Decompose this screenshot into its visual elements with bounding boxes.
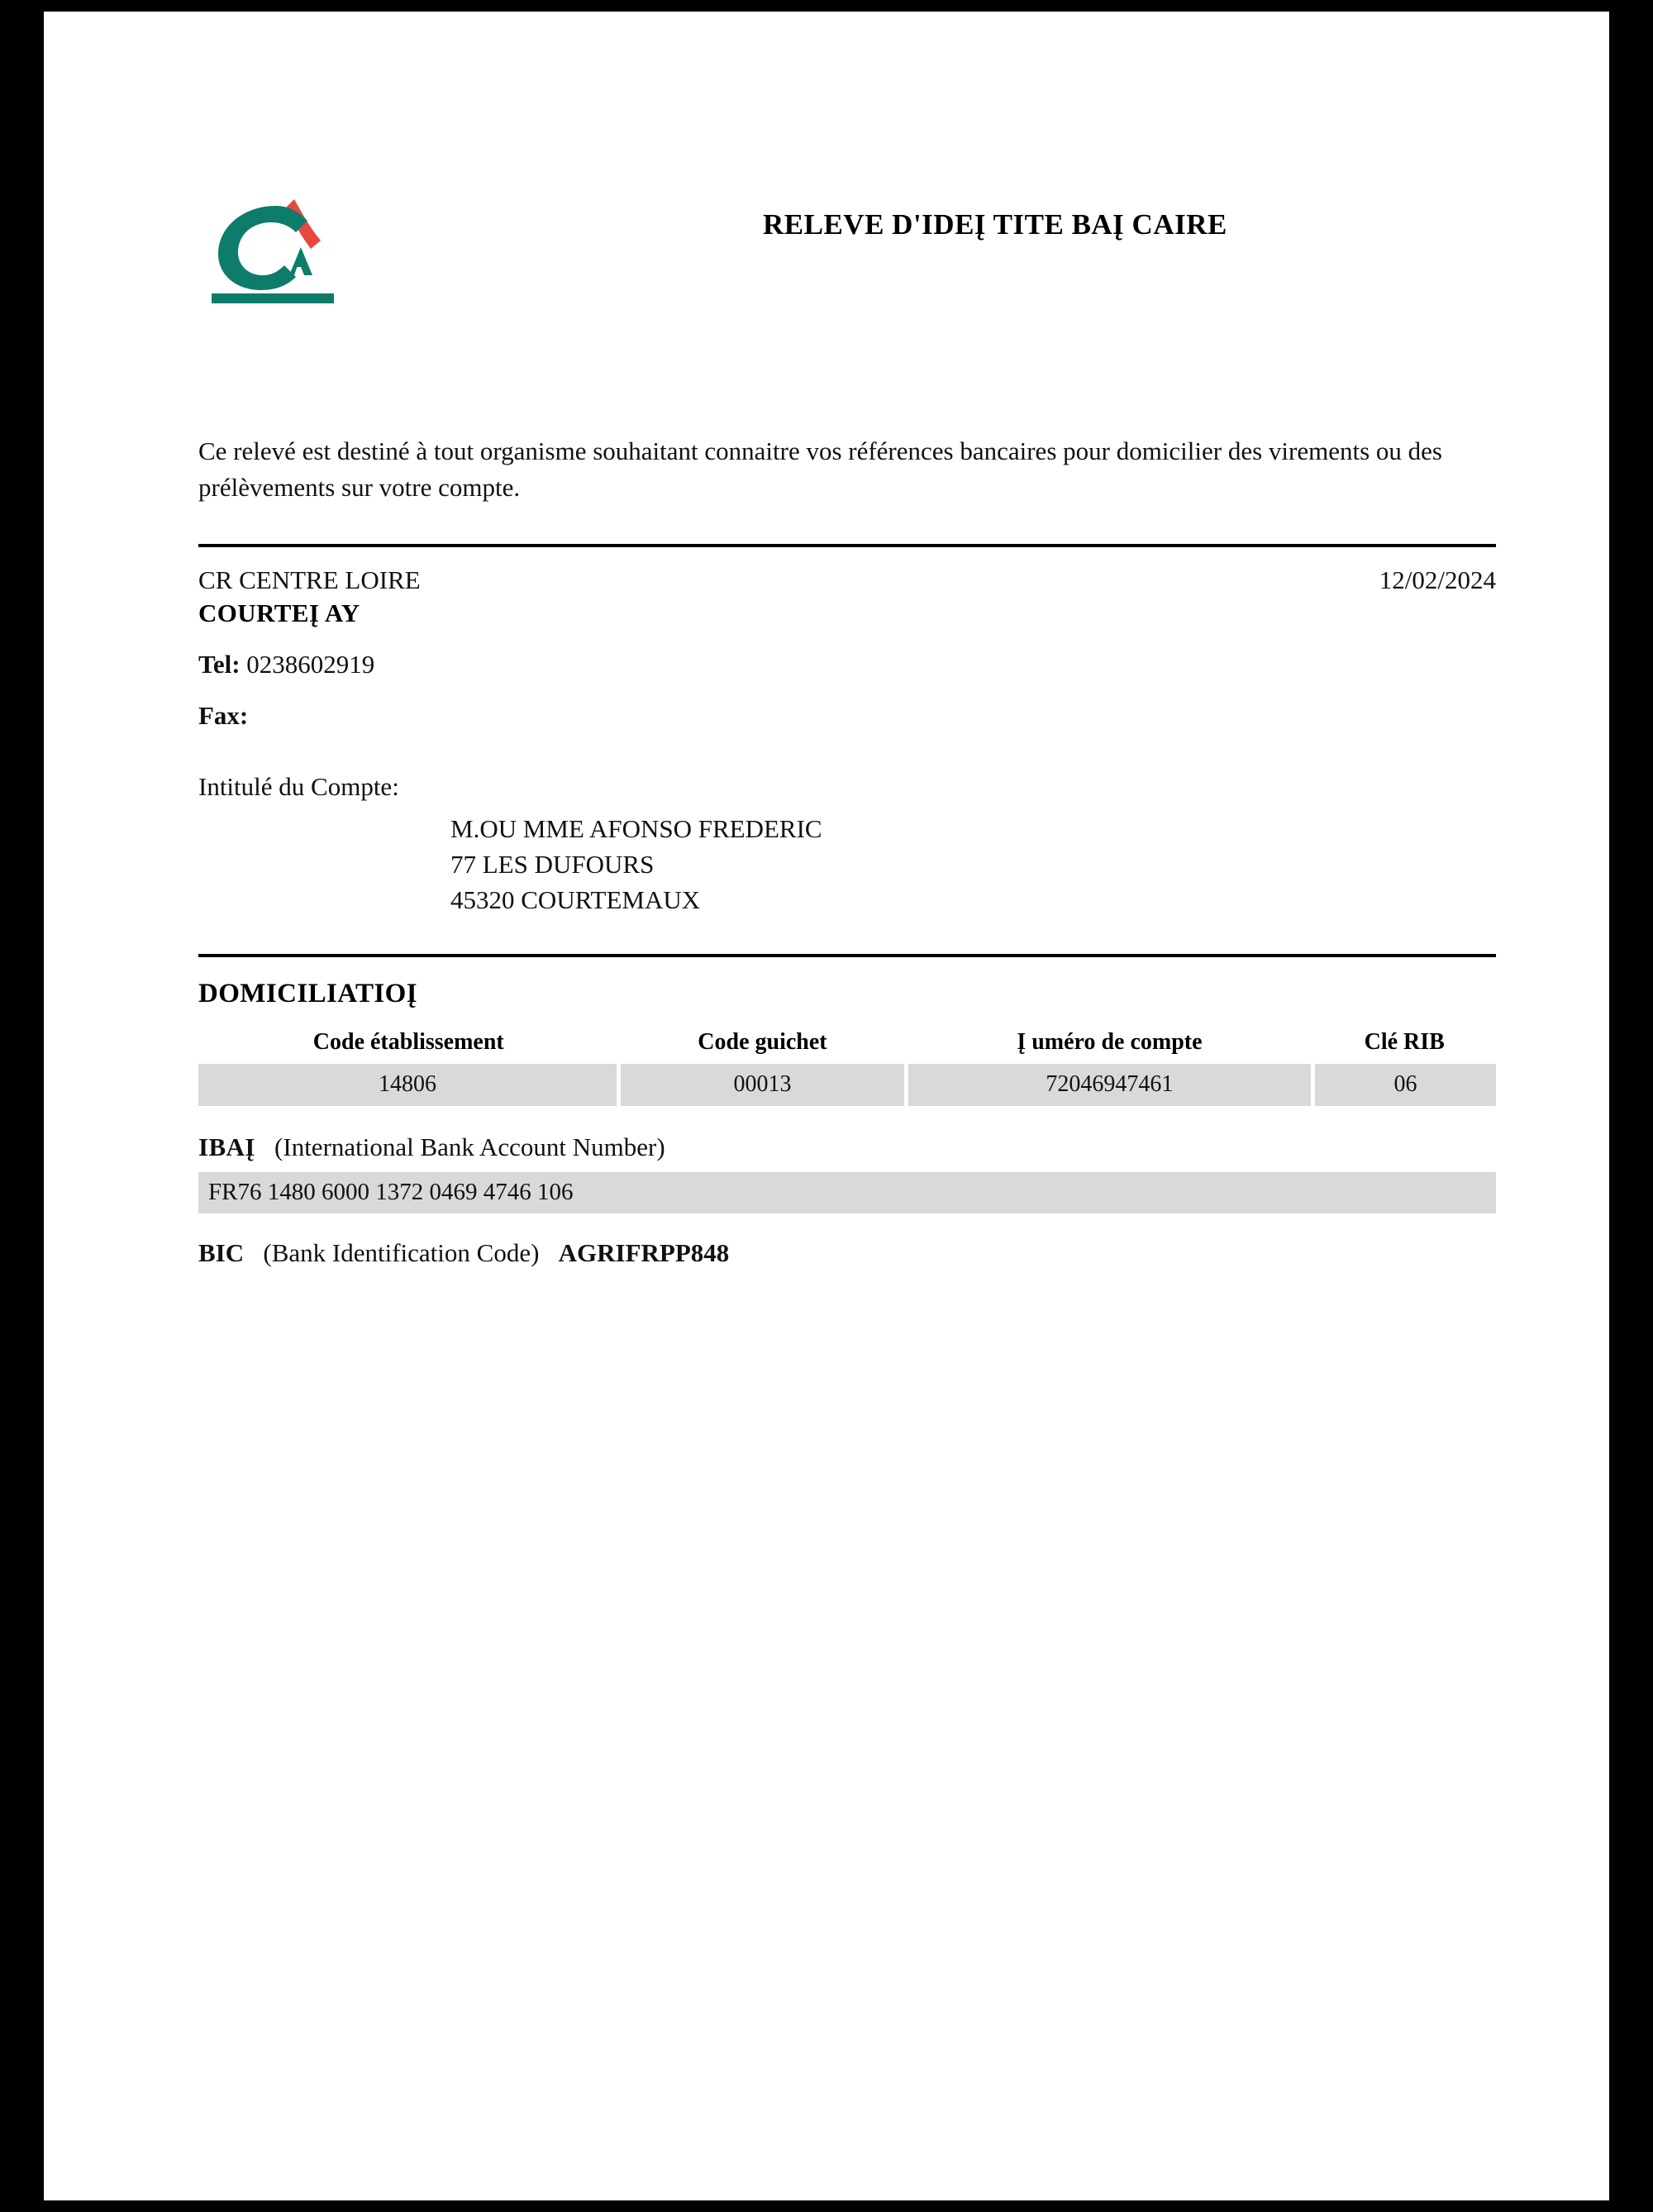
account-holder-block (450, 812, 1496, 918)
agency-name: CR CENTRE LOIRE (198, 565, 421, 595)
bic-label-bold: BIC (198, 1238, 245, 1268)
agency-tel-label: Tel: (198, 650, 241, 679)
column-header-code-guichet: Code guichet (698, 1029, 827, 1056)
cell-code-etablissement: 14806 (198, 1064, 619, 1106)
document-body (155, 136, 1498, 1268)
table-row (198, 1064, 1496, 1106)
column-header-code-etablissement: Code établissement (312, 1029, 504, 1056)
account-holder-city: 45320 COURTEMAUX (450, 884, 701, 914)
credit-agricole-logo-icon (197, 189, 345, 305)
agency-branch: COURTEĮ AY (198, 598, 360, 628)
document-header (155, 136, 1498, 301)
agency-fax-label: Fax: (198, 701, 249, 731)
iban-label-bold: IBAĮ (198, 1132, 255, 1162)
iban-label-rest: (International Bank Account Number) (274, 1132, 665, 1162)
bic-label-rest: (Bank Identification Code) (263, 1238, 540, 1268)
page-title: RELEVE D'IDEĮ TITE BAĮ CAIRE (763, 208, 1227, 241)
column-header-numero-compte: Į uméro de compte (1017, 1029, 1203, 1056)
column-header-cle-rib: Clé RIB (1364, 1029, 1445, 1056)
cell-cle-rib: 06 (1313, 1064, 1497, 1106)
agency-fax-row (198, 701, 1496, 731)
agency-block (198, 565, 1496, 918)
iban-label (198, 1132, 1498, 1162)
document-date: 12/02/2024 (1379, 565, 1496, 595)
cell-code-guichet: 00013 (619, 1064, 907, 1106)
document-page (44, 12, 1609, 2200)
iban-value: FR76 1480 6000 1372 0469 4746 106 (198, 1172, 1496, 1213)
domiciliation-title: DOMICILIATIOĮ (198, 979, 417, 1009)
account-label: Intitulé du Compte: (198, 772, 399, 802)
rib-table (198, 1029, 1496, 1106)
account-holder-name: M.OU MME AFONSO FREDERIC (450, 814, 822, 844)
table-header-row (198, 1029, 1496, 1064)
agency-tel-row (198, 650, 1496, 679)
divider-top (198, 544, 1496, 547)
divider-mid (198, 954, 1496, 957)
bic-value: AGRIFRPP848 (558, 1238, 730, 1268)
account-holder-street: 77 LES DUFOURS (450, 849, 655, 879)
intro-paragraph: Ce relevé est destiné à tout organisme souhaitant connaitre vos références bancaires pour domicilier des virements ou des prélèvements sur votre compte. (198, 436, 1442, 503)
cell-numero-compte: 72046947461 (906, 1064, 1312, 1106)
agency-tel-value: 0238602919 (246, 650, 375, 679)
bic-line (198, 1238, 1498, 1268)
